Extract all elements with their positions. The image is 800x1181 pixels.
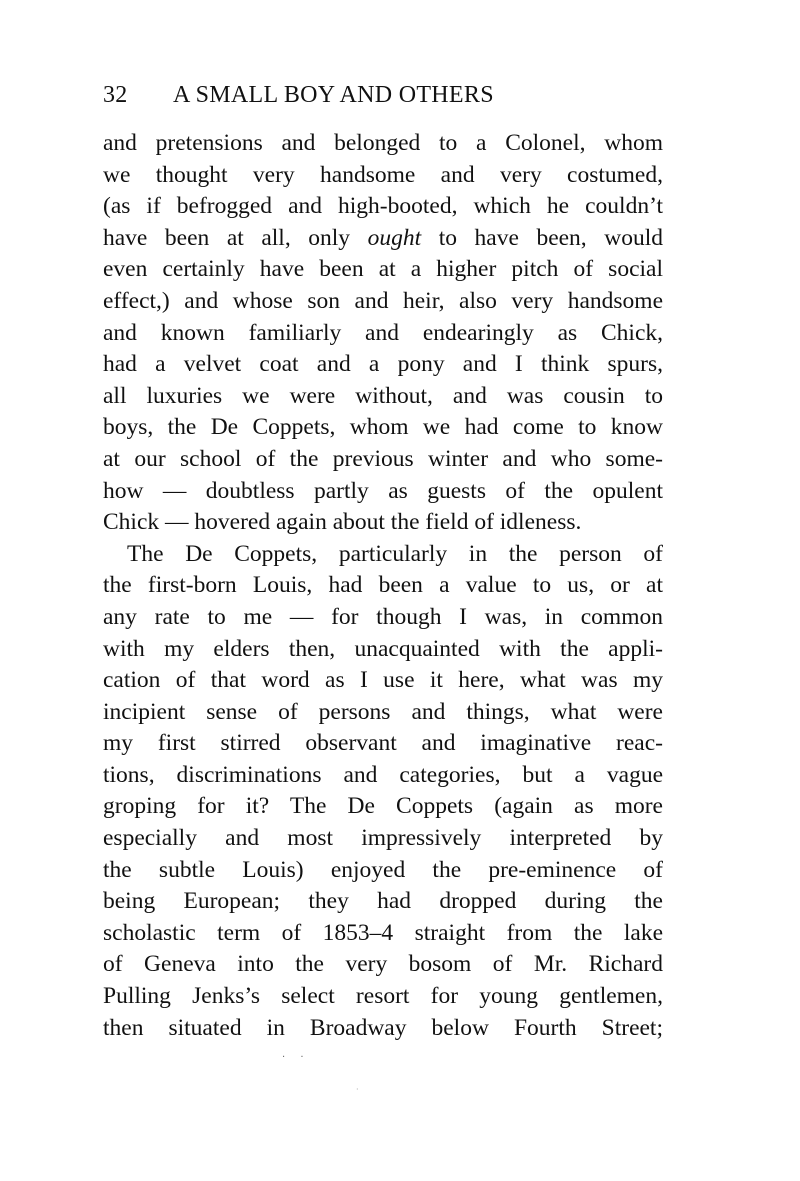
text-line: even certainly have been at a higher pitch of social [103, 256, 663, 283]
text-line: how — doubtless partly as guests of the opulent [103, 477, 663, 504]
text-line: had a velvet coat and a pony and I think spurs, [103, 351, 663, 378]
text-line: and known familiarly and endearingly as Chick, [103, 319, 663, 346]
text-line: the subtle Louis) enjoyed the pre-eminence of [103, 856, 663, 883]
text-line: (as if befrogged and high-booted, which he couldn’t [103, 193, 663, 220]
scan-specks: · · [282, 1052, 310, 1063]
text-line: tions, discriminations and categories, but a vague [103, 761, 663, 788]
text-line: boys, the De Coppets, whom we had come to know [103, 414, 663, 441]
italic-word: ought [367, 224, 422, 251]
text-line: we thought very handsome and very costumed, [103, 161, 663, 188]
text-line: Chick — hovered again about the field of idleness. [103, 509, 582, 536]
text-line: of Geneva into the very bosom of Mr. Richard [103, 951, 663, 978]
text-line: especially and most impressively interpreted by [103, 825, 663, 852]
text-line: then situated in Broadway below Fourth Street; [103, 1014, 663, 1041]
text-line: with my elders then, unacquainted with the appli- [103, 635, 663, 662]
text-line [103, 223, 663, 255]
text-line: my first stirred observant and imaginative reac- [103, 730, 663, 757]
text-line: and pretensions and belonged to a Colonel, whom [103, 130, 663, 156]
text-line: groping for it? The De Coppets (again as more [103, 793, 663, 820]
running-header [103, 82, 494, 112]
scan-speck: · [356, 1085, 359, 1094]
text-fragment: to have been, would [421, 224, 663, 251]
text-line: cation of that word as I use it here, what was my [103, 667, 663, 694]
text-line: The De Coppets, particularly in the person of [127, 540, 663, 567]
body-text [103, 128, 663, 1044]
text-fragment: have been at all, only [103, 224, 368, 251]
text-line: scholastic term of 1853–4 straight from the lake [103, 919, 663, 946]
text-line: incipient sense of persons and things, what were [103, 698, 663, 725]
text-line: all luxuries we were without, and was cousin to [103, 382, 663, 409]
page-number: 32 [103, 82, 128, 108]
text-line: the first-born Louis, had been a value to us, or at [103, 572, 663, 599]
text-line: any rate to me — for though I was, in common [103, 603, 663, 630]
running-title: A SMALL BOY AND OTHERS [173, 82, 494, 108]
text-line: at our school of the previous winter and who some- [103, 445, 663, 472]
text-line: Pulling Jenks’s select resort for young gentlemen, [103, 983, 663, 1010]
text-line: being European; they had dropped during the [103, 888, 663, 915]
text-line: effect,) and whose son and heir, also very handsome [103, 287, 663, 314]
